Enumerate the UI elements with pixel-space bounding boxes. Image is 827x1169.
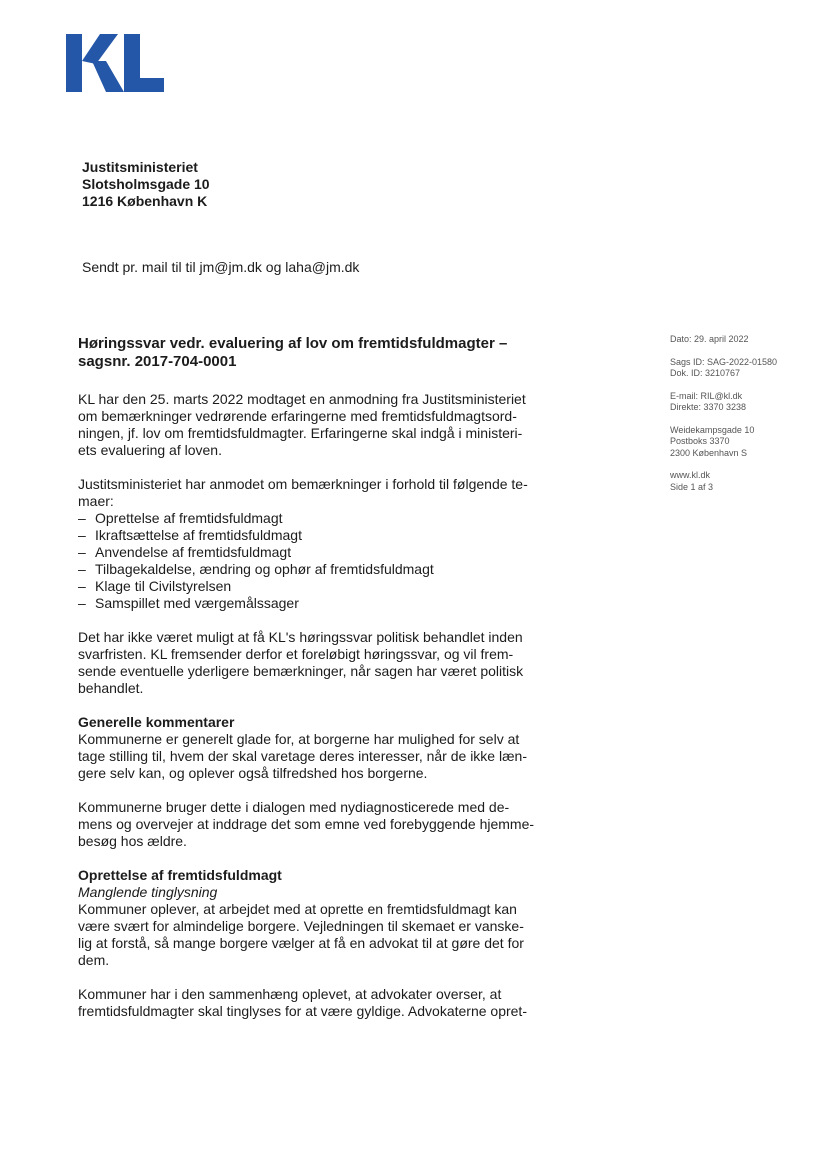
list-item-text: Samspillet med værgemålssager <box>95 595 299 611</box>
text-line: besøg hos ældre. <box>78 833 187 849</box>
text-line: maer: <box>78 493 114 509</box>
text-line: Det har ikke været muligt at få KL's høringssvar politisk behandlet inden <box>78 629 523 645</box>
bullet-dash: – <box>78 527 86 543</box>
sent-line: Sendt pr. mail til til jm@jm.dk og laha@jm.dk <box>82 259 360 275</box>
title-line: sagsnr. 2017-704-0001 <box>78 353 237 370</box>
text-line: ningen, jf. lov om fremtidsfuldmagter. Erfaringerne skal indgå i ministeri- <box>78 425 523 441</box>
kl-logo <box>66 34 164 92</box>
meta-line: Sags ID: SAG-2022-01580 <box>670 356 778 367</box>
text-line: Kommunerne bruger dette i dialogen med nydiagnosticerede med de- <box>78 799 510 815</box>
meta-address <box>670 425 777 460</box>
meta-web <box>670 470 777 493</box>
intro-paragraph <box>78 391 556 459</box>
list-item <box>78 544 556 561</box>
text-line: svarfristen. KL fremsender derfor et foreløbigt høringssvar, og vil frem- <box>78 646 514 662</box>
meta-line: Dok. ID: 3210767 <box>670 368 741 378</box>
text-line: fremtidsfuldmagter skal tinglyses for at være gyldige. Advokaterne opret- <box>78 1003 527 1019</box>
list-item-text: Anvendelse af fremtidsfuldmagt <box>95 544 292 560</box>
letter-title <box>78 335 556 371</box>
meta-date <box>670 334 777 346</box>
meta-website: www.kl.dk <box>670 470 711 480</box>
text-line: dem. <box>78 952 110 968</box>
text-line: sende eventuelle yderligere bemærkninger, når sagen har været politisk <box>78 663 524 679</box>
section-subheading: Manglende tinglysning <box>78 884 218 900</box>
section-heading: Oprettelse af fremtidsfuldmagt <box>78 867 282 883</box>
logo-l-foot <box>124 78 164 92</box>
recipient-line: Justitsministeriet <box>82 159 198 175</box>
text-line: Kommunerne er generelt glade for, at borgerne har mulighed for selv at <box>78 731 520 747</box>
topics-intro <box>78 476 556 510</box>
text-line: være svært for almindelige borgere. Vejledningen til skemaet er vanske- <box>78 918 524 934</box>
list-item <box>78 527 556 544</box>
general-paragraph-2 <box>78 799 556 850</box>
bullet-dash: – <box>78 544 86 560</box>
list-item <box>78 578 556 595</box>
text-line: om bemærkninger vedrørende erfaringerne med fremtidsfuldmagtsord- <box>78 408 517 424</box>
text-line: KL har den 25. marts 2022 modtaget en anmodning fra Justitsministeriet <box>78 391 526 407</box>
creation-paragraph-2 <box>78 986 556 1020</box>
logo-k-lower-arm <box>92 61 124 92</box>
text-line: tage stilling til, hvem der skal varetage deres interesser, når de ikke læn- <box>78 748 527 764</box>
topics-list <box>78 510 556 612</box>
list-item-text: Tilbagekaldelse, ændring og ophør af fremtidsfuldmagt <box>95 561 434 577</box>
list-item <box>78 595 556 612</box>
list-item-text: Oprettelse af fremtidsfuldmagt <box>95 510 283 526</box>
logo-k-stem <box>66 34 82 92</box>
title-line: Høringssvar vedr. evaluering af lov om fremtidsfuldmagter – <box>78 335 508 352</box>
recipient-address <box>82 159 210 210</box>
text-line: ets evaluering af loven. <box>78 442 222 458</box>
list-item-text: Ikraftsættelse af fremtidsfuldmagt <box>95 527 302 543</box>
general-section <box>78 714 556 782</box>
text-line: lig at forstå, så mange borgere vælger at få en advokat til at gøre det for <box>78 935 524 951</box>
list-item <box>78 561 556 578</box>
text-line: Justitsministeriet har anmodet om bemærkninger i forhold til følgende te- <box>78 476 528 492</box>
not-political-paragraph <box>78 629 556 697</box>
list-item-text: Klage til Civilstyrelsen <box>95 578 232 594</box>
text-line: Kommuner har i den sammenhæng oplevet, at advokater overser, at <box>78 986 502 1002</box>
recipient-line: Slotsholmsgade 10 <box>82 176 210 192</box>
meta-page-number: Side 1 af 3 <box>670 481 714 492</box>
creation-section <box>78 867 556 969</box>
meta-email: E-mail: RIL@kl.dk <box>670 390 743 401</box>
meta-line: Weidekampsgade 10 <box>670 424 755 435</box>
text-line: mens og overvejer at inddrage det som emne ved forebyggende hjemme- <box>78 816 535 832</box>
bullet-dash: – <box>78 561 86 577</box>
text-line: behandlet. <box>78 680 144 696</box>
meta-phone: Direkte: 3370 3238 <box>670 402 747 412</box>
bullet-dash: – <box>78 595 86 611</box>
recipient-line: 1216 København K <box>82 193 208 209</box>
text-line: gere selv kan, og oplever også tilfredshed hos borgerne. <box>78 765 428 781</box>
meta-contact <box>670 391 777 414</box>
text-line: Kommuner oplever, at arbejdet med at oprette en fremtidsfuldmagt kan <box>78 901 517 917</box>
logo-k-upper-arm <box>82 34 118 64</box>
bullet-dash: – <box>78 510 86 526</box>
letter-body <box>78 335 556 1037</box>
list-item <box>78 510 556 527</box>
meta-sidebar <box>670 334 777 504</box>
section-heading: Generelle kommentarer <box>78 714 235 730</box>
meta-line: Postboks 3370 <box>670 436 730 446</box>
meta-line: Dato: 29. april 2022 <box>670 334 749 344</box>
meta-line: 2300 København S <box>670 447 748 458</box>
bullet-dash: – <box>78 578 86 594</box>
meta-case <box>670 357 777 380</box>
